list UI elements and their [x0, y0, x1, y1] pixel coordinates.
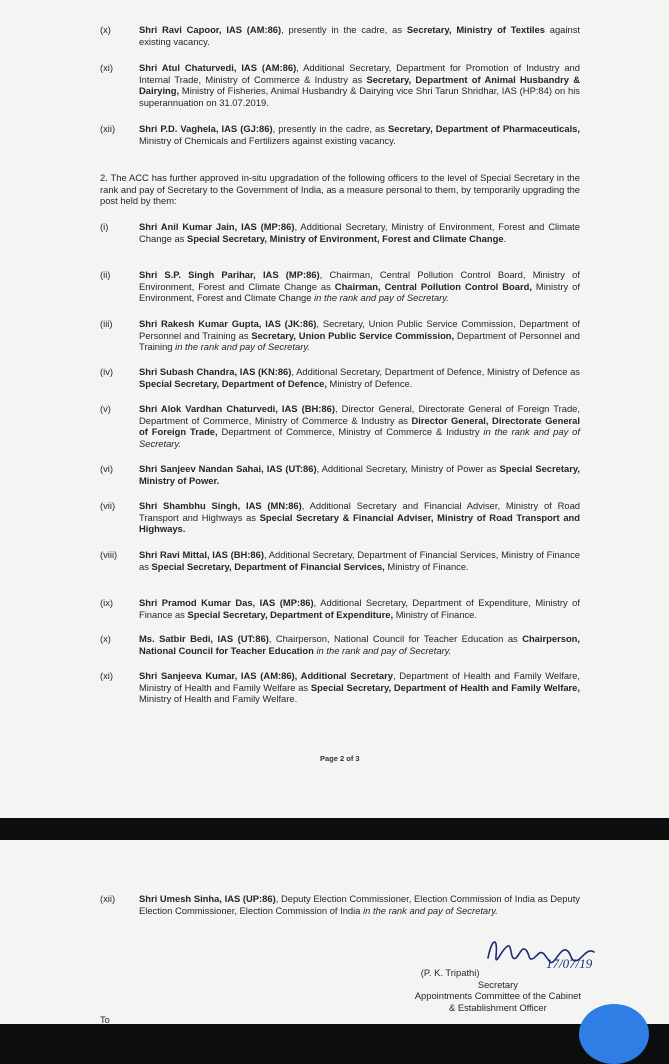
item-text: Ms. Satbir Bedi, IAS (UT:86), Chairperson, National Council for Teacher Education as Chairperson, National Council for Teacher Education in the rank and pay of Secretary. [139, 633, 581, 656]
item-text: Shri Sanjeeva Kumar, IAS (AM:86), Additional Secretary, Department of Health and Family Welfare, Ministry of Health and Family Welfare as Special Secretary, Department of Health and Family Welfare, Ministry of Health and Family Welfare. [139, 670, 580, 705]
floating-action-button[interactable] [579, 1004, 649, 1064]
item-text: Shri Subash Chandra, IAS (KN:86), Additional Secretary, Department of Defence, Ministry of Defence as Special Secretary, Department of Defence, Ministry of Defence. [139, 366, 580, 389]
paragraph-2: 2. The ACC has further approved in-situ upgradation of the following officers to the level of Special Secretary in the rank and pay of Secretary to the Government of India, as a measure personal to them, by temporarily upgrading the post held by them: [100, 172, 580, 207]
item-text: Shri P.D. Vaghela, IAS (GJ:86), presently in the cadre, as Secretary, Department of Pharmaceuticals, Ministry of Chemicals and Fertilizers against existing vacancy. [139, 123, 581, 146]
item-text: Shri S.P. Singh Parihar, IAS (MP:86), Chairman, Central Pollution Control Board, Ministry of Environment, Forest and Climate Change as Chairman, Central Pollution Control Board, Ministry of Environment, Forest and Climate Change in the rank and pay of Secretary. [139, 269, 580, 304]
item-number: (xii) [100, 893, 116, 904]
signer-org-line-1: Appointments Committee of the Cabinet [414, 990, 581, 1002]
signatory-block [415, 967, 581, 1013]
page-footer: Page 2 of 3 [320, 754, 360, 763]
item-number: (x) [100, 633, 111, 644]
signature-date: 17/07/19 [546, 956, 593, 971]
signer-org-line-2: & Establishment Officer [448, 1001, 547, 1013]
item-number: (i) [100, 221, 109, 232]
item-text: Shri Alok Vardhan Chaturvedi, IAS (BH:86), Director General, Directorate General of Foreign Trade, Department of Commerce, Ministry of Commerce & Industry as Director General, Directorate General of Foreign Trade, Department of Commerce, Ministry of Commerce & Industry in the rank and pay of Secretary. [139, 403, 580, 449]
document-page-2 [0, 840, 669, 1024]
signer-name: (P. K. Tripathi) [420, 967, 480, 978]
item-number: (v) [100, 403, 111, 414]
item-number: (xii) [100, 123, 116, 134]
item-number: (xi) [100, 670, 114, 681]
item-number: (vii) [100, 500, 116, 511]
item-text: Shri Shambhu Singh, IAS (MN:86), Additional Secretary and Financial Adviser, Ministry of Road Transport and Highways as Special Secretary & Financial Adviser, Ministry of Road Transport and Highways. [139, 500, 581, 535]
item-text: Shri Umesh Sinha, IAS (UP:86), Deputy Election Commissioner, Election Commission of India as Deputy Election Commissioner, Election Commission of India in the rank and pay of Secretary. [139, 893, 580, 916]
item-number: (vi) [100, 463, 114, 474]
item-number: (ii) [100, 269, 111, 280]
item-text: Shri Anil Kumar Jain, IAS (MP:86), Additional Secretary, Ministry of Environment, Forest and Climate Change as Special Secretary, Ministry of Environment, Forest and Climate Change. [139, 221, 580, 244]
item-number: (iii) [100, 318, 113, 329]
item-text: Shri Pramod Kumar Das, IAS (MP:86), Additional Secretary, Department of Expenditure, Ministry of Finance as Special Secretary, Department of Expenditure, Ministry of Finance. [139, 597, 580, 620]
item-text: Shri Atul Chaturvedi, IAS (AM:86), Additional Secretary, Department for Promotion of Industry and Internal Trade, Ministry of Commerce & Industry as Secretary, Department of Animal Husbandry & Dairying, Ministry of Fisheries, Animal Husbandry & Dairying vice Shri Tarun Shridhar, IAS (HP:84) on his superannuation on 31.07.2019. [139, 62, 581, 108]
to-label: To [100, 1014, 110, 1025]
item-number: (ix) [100, 597, 114, 608]
item-number: (iv) [100, 366, 114, 377]
item-number: (viii) [100, 549, 118, 560]
item-text: Shri Rakesh Kumar Gupta, IAS (JK:86), Secretary, Union Public Service Commission, Department of Personnel and Training as Secretary, Union Public Service Commission, Department of Personnel and Training in the rank and pay of Secretary. [139, 318, 581, 353]
item-text: Shri Ravi Mittal, IAS (BH:86), Additional Secretary, Department of Financial Services, Ministry of Finance as Special Secretary, Department of Financial Services, Ministry of Finance. [139, 549, 580, 572]
item-number: (xi) [100, 62, 114, 73]
item-text: Shri Ravi Capoor, IAS (AM:86), presently in the cadre, as Secretary, Ministry of Textiles against existing vacancy. [139, 24, 580, 47]
item-text: Shri Sanjeev Nandan Sahai, IAS (UT:86), Additional Secretary, Ministry of Power as Special Secretary, Ministry of Power. [139, 463, 580, 486]
signer-title: Secretary [477, 978, 518, 990]
item-number: (x) [100, 24, 111, 35]
